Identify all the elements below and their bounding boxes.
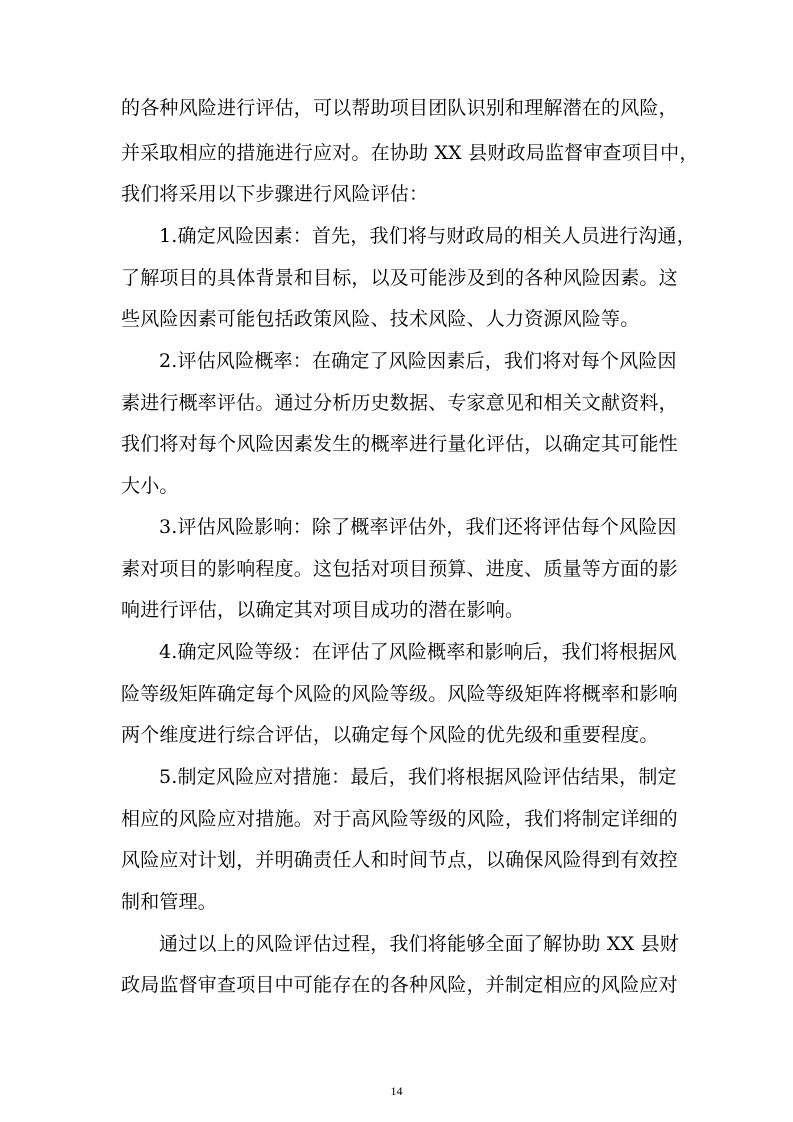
text-line: 素进行概率评估。通过分析历史数据、专家意见和相关文献资料， <box>121 392 678 414</box>
text-line: 并采取相应的措施进行应对。在协助 XX 县财政局监督审查项目中， <box>121 142 699 164</box>
text-line: 风险应对计划，并明确责任人和时间节点，以确保风险得到有效控 <box>121 849 678 871</box>
text-line: 4.确定风险等级：在评估了风险概率和影响后，我们将根据风 <box>159 641 677 663</box>
text-line: 素对项目的影响程度。这包括对项目预算、进度、质量等方面的影 <box>121 558 678 580</box>
text-line: 5.制定风险应对措施：最后，我们将根据风险评估结果，制定 <box>159 766 677 788</box>
page-number: 14 <box>390 1084 403 1098</box>
text-line: 1.确定风险因素：首先，我们将与财政局的相关人员进行沟通， <box>159 225 696 247</box>
text-line: 的各种风险进行评估，可以帮助项目团队识别和理解潜在的风险， <box>121 97 678 119</box>
text-line: 险等级矩阵确定每个风险的风险等级。风险等级矩阵将概率和影响 <box>121 683 678 705</box>
text-line: 相应的风险应对措施。对于高风险等级的风险，我们将制定详细的 <box>121 808 678 830</box>
text-line: 大小。 <box>121 475 179 497</box>
text-line: 3.评估风险影响：除了概率评估外，我们还将评估每个风险因 <box>159 516 677 538</box>
text-line: 我们将采用以下步骤进行风险评估： <box>121 183 429 205</box>
text-line: 通过以上的风险评估过程，我们将能够全面了解协助 XX 县财 <box>159 933 679 955</box>
text-line: 制和管理。 <box>121 891 218 913</box>
text-line: 响进行评估，以确定其对项目成功的潜在影响。 <box>121 599 525 621</box>
text-line: 两个维度进行综合评估，以确定每个风险的优先级和重要程度。 <box>121 724 659 746</box>
text-line: 些风险因素可能包括政策风险、技术风险、人力资源风险等。 <box>121 308 640 330</box>
text-line: 我们将对每个风险因素发生的概率进行量化评估，以确定其可能性 <box>121 433 678 455</box>
text-line: 政局监督审查项目中可能存在的各种风险，并制定相应的风险应对 <box>121 974 678 996</box>
text-line: 了解项目的具体背景和目标，以及可能涉及到的各种风险因素。这 <box>121 267 678 289</box>
text-line: 2.评估风险概率：在确定了风险因素后，我们将对每个风险因 <box>159 350 677 372</box>
